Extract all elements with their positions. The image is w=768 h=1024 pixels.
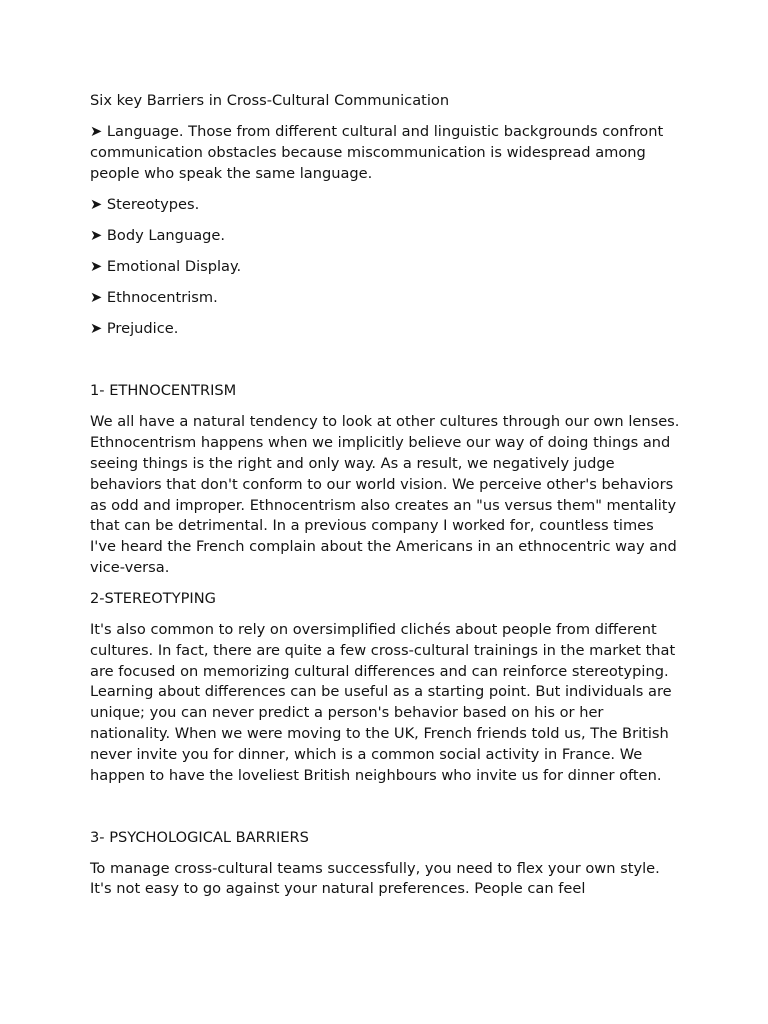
- list-item: [90, 226, 682, 247]
- arrow-bullet-icon: ➤: [90, 288, 103, 306]
- section-heading-ethnocentrism: 1- ETHNOCENTRISM: [90, 382, 237, 400]
- list-item: [90, 257, 682, 278]
- barrier-list: [90, 122, 682, 339]
- barrier-text: Language. Those from different cultural and linguistic backgrounds confront communication obstacles because miscommunication is widespread among people who speak the same language.: [90, 122, 664, 182]
- section-body-stereotyping: It's also common to rely on oversimplified clichés about people from different cultures. In fact, there are quite a few cross-cultural trainings in the market that are focused on memorizing cultural differences and can reinforce stereotyping. Learning about differences can be useful as a starting point. But individuals are unique; you can never predict a person's behavior based on his or her nationality. When we were moving to the UK, French friends told us, The British never invite you for dinner, which is a common social activity in France. We happen to have the loveliest British neighbours who invite us for dinner often.: [90, 621, 676, 784]
- arrow-bullet-icon: ➤: [90, 226, 103, 244]
- document-title: Six key Barriers in Cross-Cultural Communication: [90, 92, 450, 109]
- document-page: [90, 91, 682, 910]
- section-heading-stereotyping: 2-STEREOTYPING: [90, 590, 216, 608]
- section-body-ethnocentrism: We all have a natural tendency to look at other cultures through our own lenses. Ethnocentrism happens when we implicitly believe our way of doing things and seeing things is the right and only way. As a result, we negatively judge behaviors that don't conform to our world vision. We perceive other's behaviors as odd and improper. Ethnocentrism also creates an "us versus them" mentality that can be detrimental. In a previous company I worked for, countless times I've heard the French complain about the Americans in an ethnocentric way and vice-versa.: [90, 413, 680, 577]
- section-heading-psychological-barriers: 3- PSYCHOLOGICAL BARRIERS: [90, 828, 309, 846]
- barrier-text: Stereotypes.: [102, 195, 200, 213]
- arrow-bullet-icon: ➤: [90, 257, 103, 275]
- arrow-bullet-icon: ➤: [90, 319, 103, 337]
- barrier-text: Ethnocentrism.: [102, 288, 218, 306]
- list-item: [90, 122, 682, 184]
- spacer: [90, 349, 682, 381]
- list-item: [90, 319, 682, 340]
- spacer: [90, 797, 682, 828]
- list-item: [90, 195, 682, 216]
- barrier-text: Prejudice.: [102, 319, 179, 337]
- barrier-text: Emotional Display.: [102, 257, 242, 275]
- arrow-bullet-icon: ➤: [90, 195, 103, 213]
- arrow-bullet-icon: ➤: [90, 122, 103, 140]
- list-item: [90, 288, 682, 309]
- section-body-psychological-barriers: To manage cross-cultural teams successfully, you need to flex your own style. It's not easy to go against your natural preferences. People can feel: [90, 859, 660, 898]
- barrier-text: Body Language.: [102, 226, 226, 244]
